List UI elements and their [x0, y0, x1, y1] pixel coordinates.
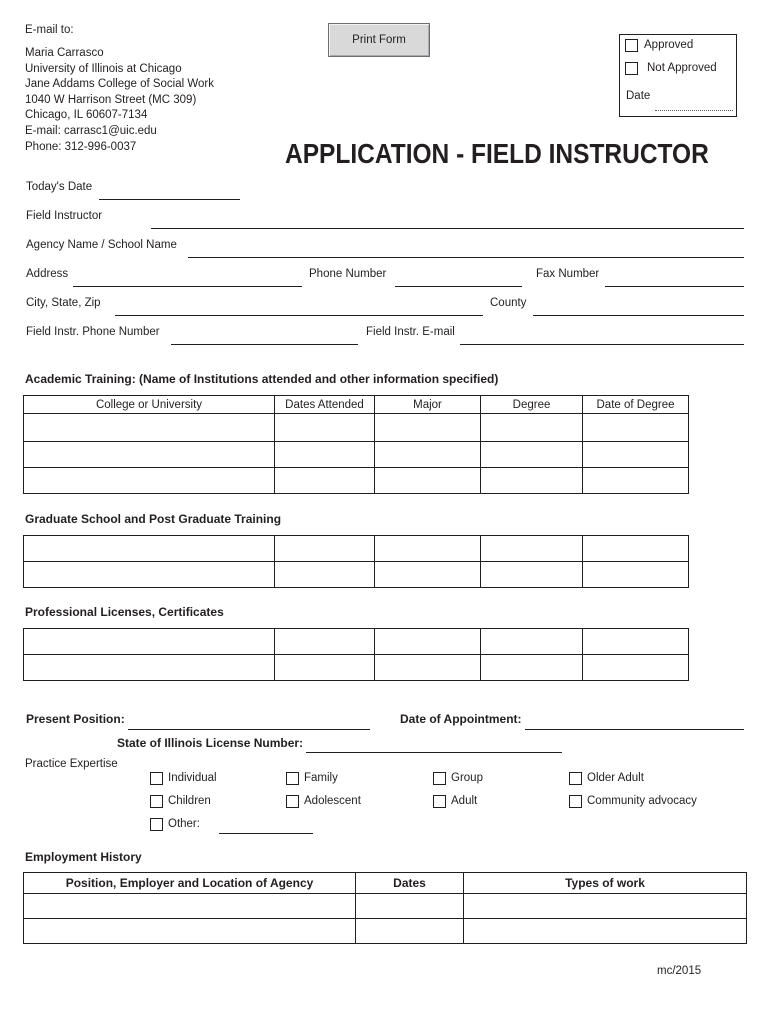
table-cell[interactable]	[275, 562, 375, 588]
table-cell[interactable]	[356, 894, 464, 919]
page-title: APPLICATION - FIELD INSTRUCTOR	[285, 138, 709, 169]
table-row	[24, 919, 747, 944]
table-cell[interactable]	[583, 655, 689, 681]
table-cell[interactable]	[275, 468, 375, 494]
phone-number-field[interactable]	[395, 272, 522, 287]
table-cell[interactable]	[583, 536, 689, 562]
table-cell[interactable]	[583, 414, 689, 442]
table-cell[interactable]	[375, 442, 481, 468]
present-position-label: Present Position:	[26, 712, 125, 726]
field-instr-phone-label: Field Instr. Phone Number	[26, 326, 160, 338]
graduate-training-table	[23, 535, 689, 588]
city-state-zip-label: City, State, Zip	[26, 297, 101, 309]
community-advocacy-label: Community advocacy	[587, 795, 697, 807]
table-row	[24, 414, 689, 442]
column-header-major: Major	[375, 396, 481, 414]
column-header-position: Position, Employer and Location of Agency	[24, 873, 356, 894]
todays-date-label: Today's Date	[26, 181, 93, 193]
table-cell[interactable]	[24, 919, 356, 944]
table-cell[interactable]	[481, 629, 583, 655]
table-cell[interactable]	[275, 629, 375, 655]
children-label: Children	[168, 795, 211, 807]
adolescent-checkbox[interactable]	[286, 795, 299, 808]
group-checkbox[interactable]	[433, 772, 446, 785]
group-label: Group	[451, 772, 483, 784]
family-checkbox[interactable]	[286, 772, 299, 785]
county-field[interactable]	[533, 301, 744, 316]
agency-name-field[interactable]	[188, 243, 744, 258]
children-checkbox[interactable]	[150, 795, 163, 808]
table-cell[interactable]	[24, 536, 275, 562]
date-of-appointment-label: Date of Appointment:	[400, 712, 522, 726]
other-expertise-field[interactable]	[219, 819, 313, 834]
table-cell[interactable]	[24, 414, 275, 442]
table-cell[interactable]	[375, 468, 481, 494]
city-state-zip-field[interactable]	[115, 301, 483, 316]
contact-street: 1040 W Harrison Street (MC 309)	[25, 93, 197, 106]
contact-address-block	[25, 46, 214, 155]
contact-email: E-mail: carrasc1@uic.edu	[25, 124, 157, 137]
table-cell[interactable]	[481, 442, 583, 468]
table-row	[24, 655, 689, 681]
field-instructor-field[interactable]	[151, 214, 744, 229]
contact-city: Chicago, IL 60607-7134	[25, 109, 148, 122]
academic-training-table	[23, 395, 689, 494]
license-number-label: State of Illinois License Number:	[117, 736, 304, 750]
table-cell[interactable]	[375, 562, 481, 588]
approval-date-label: Date	[626, 90, 651, 102]
academic-training-heading: Academic Training: (Name of Institutions attended and other information specified)	[25, 372, 499, 386]
table-cell[interactable]	[375, 414, 481, 442]
column-header-dates-attended: Dates Attended	[275, 396, 375, 414]
date-of-appointment-field[interactable]	[525, 715, 744, 730]
table-row	[24, 536, 689, 562]
table-header-row	[24, 873, 747, 894]
approval-date-field[interactable]	[655, 96, 733, 111]
adult-checkbox[interactable]	[433, 795, 446, 808]
table-row	[24, 442, 689, 468]
table-cell[interactable]	[24, 894, 356, 919]
address-field[interactable]	[73, 272, 302, 287]
table-cell[interactable]	[375, 629, 481, 655]
table-cell[interactable]	[583, 468, 689, 494]
field-instructor-label: Field Instructor	[26, 210, 103, 222]
table-row	[24, 629, 689, 655]
agency-name-label: Agency Name / School Name	[26, 239, 177, 251]
column-header-types-of-work: Types of work	[464, 873, 747, 894]
present-position-field[interactable]	[128, 715, 370, 730]
individual-label: Individual	[168, 772, 217, 784]
table-cell[interactable]	[375, 655, 481, 681]
table-cell[interactable]	[583, 629, 689, 655]
field-instr-email-label: Field Instr. E-mail	[366, 326, 455, 338]
column-header-degree: Degree	[481, 396, 583, 414]
table-cell[interactable]	[275, 414, 375, 442]
other-label: Other:	[168, 818, 200, 830]
county-label: County	[490, 297, 527, 309]
licenses-heading: Professional Licenses, Certificates	[25, 605, 224, 619]
table-cell[interactable]	[583, 562, 689, 588]
table-cell[interactable]	[275, 442, 375, 468]
email-to-label: E-mail to:	[25, 24, 74, 36]
table-cell[interactable]	[481, 655, 583, 681]
table-row	[24, 894, 747, 919]
contact-name: Maria Carrasco	[25, 47, 104, 59]
contact-university: University of Illinois at Chicago	[25, 62, 182, 75]
graduate-training-heading: Graduate School and Post Graduate Training	[25, 512, 282, 526]
licenses-table	[23, 628, 689, 681]
table-row	[24, 562, 689, 588]
column-header-date-of-degree: Date of Degree	[583, 396, 689, 414]
contact-phone: Phone: 312-996-0037	[25, 140, 137, 153]
table-cell[interactable]	[464, 919, 747, 944]
family-label: Family	[304, 772, 338, 784]
fax-number-field[interactable]	[605, 272, 744, 287]
table-cell[interactable]	[583, 442, 689, 468]
adolescent-label: Adolescent	[304, 795, 361, 807]
table-cell[interactable]	[24, 442, 275, 468]
phone-number-label: Phone Number	[309, 268, 387, 280]
address-label: Address	[26, 268, 69, 280]
field-instr-email-field[interactable]	[460, 330, 744, 345]
print-form-button[interactable]: Print Form	[328, 23, 430, 57]
adult-label: Adult	[451, 795, 478, 807]
table-cell[interactable]	[24, 655, 275, 681]
table-header-row	[24, 396, 689, 414]
form-code: mc/2015	[657, 965, 702, 977]
community-advocacy-checkbox[interactable]	[569, 795, 582, 808]
employment-history-heading: Employment History	[25, 850, 142, 864]
table-cell[interactable]	[24, 629, 275, 655]
column-header-dates: Dates	[356, 873, 464, 894]
not-approved-label: Not Approved	[647, 62, 717, 74]
approved-label: Approved	[644, 39, 694, 51]
employment-history-table	[23, 872, 747, 944]
fax-number-label: Fax Number	[536, 268, 600, 280]
license-number-field[interactable]	[306, 738, 562, 753]
contact-college: Jane Addams College of Social Work	[25, 78, 214, 91]
table-cell[interactable]	[24, 562, 275, 588]
todays-date-field[interactable]	[99, 185, 240, 200]
table-cell[interactable]	[464, 894, 747, 919]
practice-expertise-label: Practice Expertise	[25, 758, 118, 770]
table-cell[interactable]	[481, 536, 583, 562]
table-cell[interactable]	[24, 468, 275, 494]
table-cell[interactable]	[481, 468, 583, 494]
table-row	[24, 468, 689, 494]
table-cell[interactable]	[481, 414, 583, 442]
table-cell[interactable]	[375, 536, 481, 562]
table-cell[interactable]	[275, 655, 375, 681]
older-adult-checkbox[interactable]	[569, 772, 582, 785]
column-header-college: College or University	[24, 396, 275, 414]
other-checkbox[interactable]	[150, 818, 163, 831]
older-adult-label: Older Adult	[587, 772, 644, 784]
field-instr-phone-field[interactable]	[171, 330, 358, 345]
not-approved-checkbox[interactable]	[625, 62, 638, 75]
individual-checkbox[interactable]	[150, 772, 163, 785]
table-cell[interactable]	[356, 919, 464, 944]
table-cell[interactable]	[481, 562, 583, 588]
table-cell[interactable]	[275, 536, 375, 562]
approved-checkbox[interactable]	[625, 39, 638, 52]
